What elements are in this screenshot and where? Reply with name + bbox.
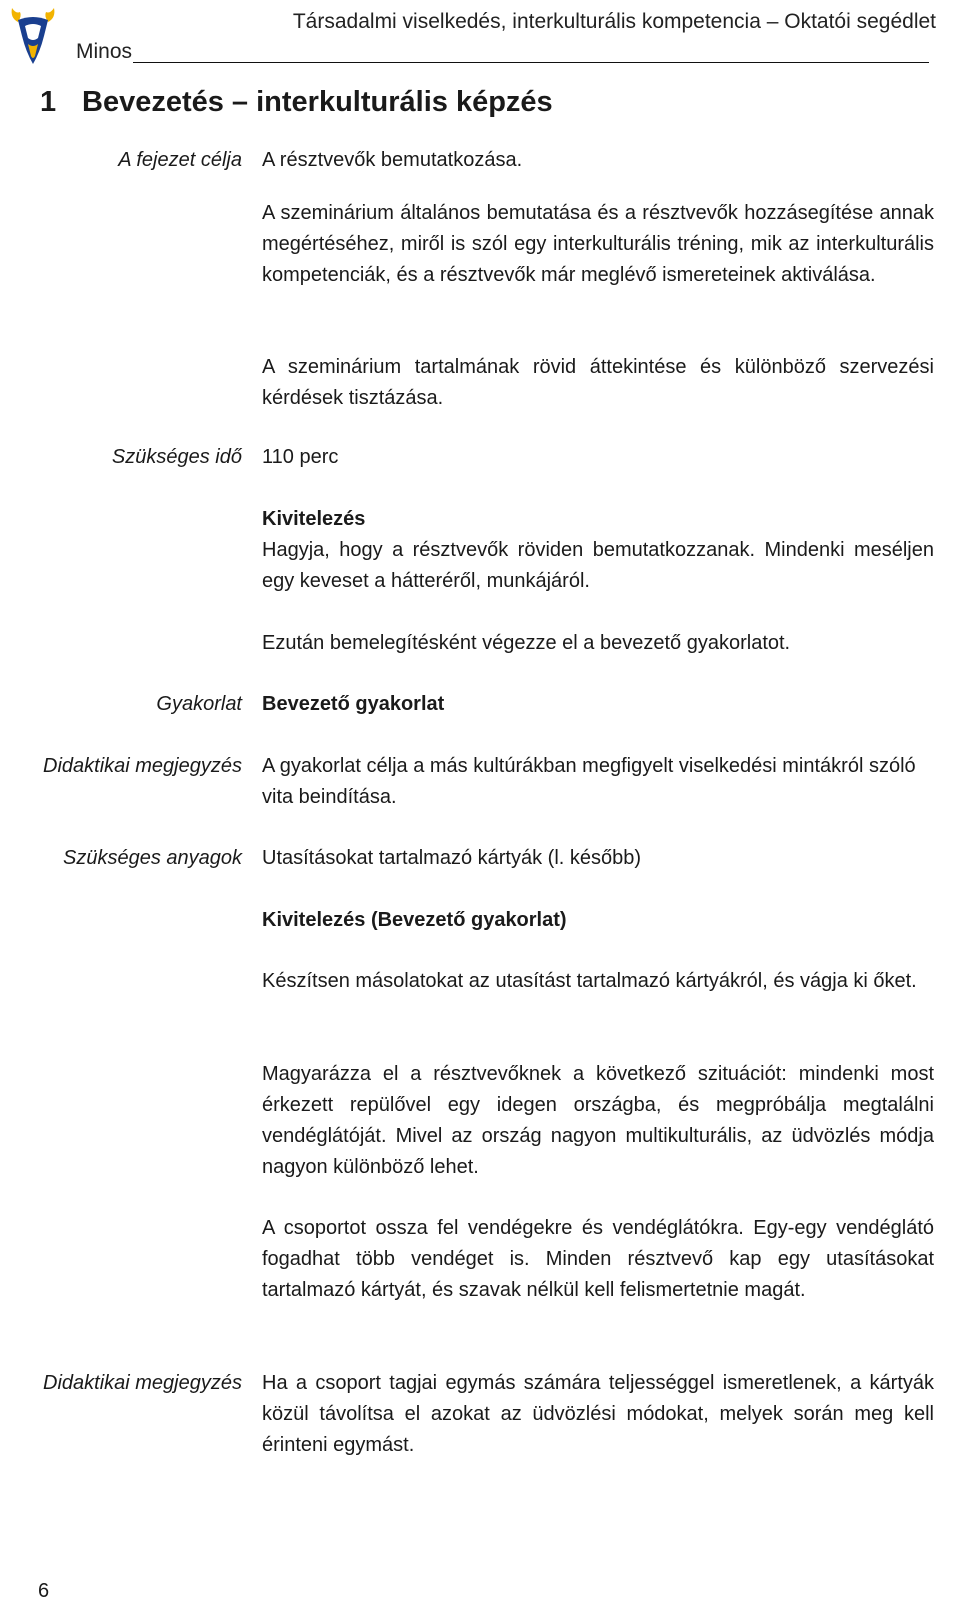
goal-paragraph-1: A résztvevők bemutatkozása. (262, 149, 523, 171)
label-required-time: Szükséges idő (111, 446, 242, 468)
header-rule (133, 62, 929, 63)
label-chapter-goal: A fejezet célja (118, 149, 242, 171)
implementation-heading: Kivitelezés (262, 508, 366, 530)
didactic-note-1: A gyakorlat célja a más kultúrákban megfigyelt viselkedési mintákról szóló vita beindítása. (262, 755, 916, 808)
chapter-heading (40, 86, 553, 119)
page-number: 6 (38, 1580, 50, 1602)
exercise-implementation-heading: Kivitelezés (Bevezető gyakorlat) (262, 909, 567, 931)
chapter-number: 1 (40, 86, 57, 118)
bull-head-logo-icon (8, 2, 58, 66)
exercise-paragraph-1: Készítsen másolatokat az utasítást tartalmazó kártyákról, és vágja ki őket. (262, 970, 917, 992)
chapter-title: Bevezetés – interkulturális képzés (82, 86, 553, 118)
label-didactic-note: Didaktikai megjegyzés (43, 755, 242, 777)
required-time-value: 110 perc (262, 446, 339, 468)
label-didactic-note-2: Didaktikai megjegyzés (43, 1372, 242, 1394)
exercise-paragraph-2: Magyarázza el a résztvevőknek a következő szituációt: mindenki most érkezett repülővel egy idegen országba, és megpróbálja megtalálni vendéglátóját. Mivel az ország nagyon multikulturális, az üdvözlés módja nagyon különböző lehet. (262, 1063, 934, 1178)
implementation-paragraph-1: Hagyja, hogy a résztvevők röviden bemutatkozzanak. Mindenki meséljen egy keveset a hátteréről, munkájáról. (262, 539, 934, 592)
goal-paragraph-2: A szeminárium általános bemutatása és a résztvevők hozzásegítése annak megértéséhez, miről is szól egy interkulturális tréning, mik az interkulturális kompetenciák, és a résztvevők már meglévő ismereteinek aktiválása. (262, 202, 934, 286)
goal-paragraph-3: A szeminárium tartalmának rövid áttekintése és különböző szervezési kérdések tisztázása. (262, 356, 934, 409)
document-title: Társadalmi viselkedés, interkulturális kompetencia – Oktatói segédlet (292, 10, 936, 33)
label-exercise: Gyakorlat (156, 693, 242, 715)
implementation-paragraph-2: Ezután bemelegítésként végezze el a bevezető gyakorlatot. (262, 632, 791, 654)
exercise-paragraph-3: A csoportot ossza fel vendégekre és vendéglátókra. Egy-egy vendéglátó fogadhat több vendéget is. Minden résztvevő kap egy utasításokat tartalmazó kártyát, és szavak nélkül kell felismertetnie magát. (262, 1217, 934, 1301)
label-required-materials: Szükséges anyagok (62, 847, 242, 869)
exercise-title: Bevezető gyakorlat (262, 693, 445, 715)
required-materials-value: Utasításokat tartalmazó kártyák (l. később) (262, 847, 642, 869)
brand-name: Minos (76, 40, 133, 63)
didactic-note-2: Ha a csoport tagjai egymás számára teljességgel ismeretlenek, a kártyák közül távolítsa el azokat az üdvözlési módokat, melyek során meg kell érinteni egymást. (262, 1372, 934, 1456)
